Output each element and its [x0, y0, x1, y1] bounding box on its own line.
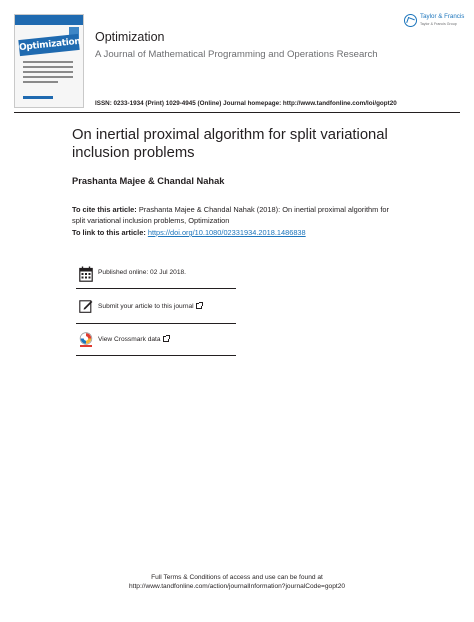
published-row — [76, 262, 236, 290]
footer-terms: Full Terms & Conditions of access and use can be found at — [151, 574, 323, 581]
article-authors: Prashanta Majee & Chandal Nahak — [72, 176, 225, 186]
crossmark-row[interactable] — [76, 328, 236, 356]
published-date: Published online: 02 Jul 2018. — [98, 269, 186, 276]
external-link-icon — [196, 303, 202, 309]
cover-text-lines — [23, 61, 73, 86]
citation-block — [72, 205, 392, 226]
submit-article-link[interactable] — [98, 302, 202, 310]
issn-line[interactable]: ISSN: 0233-1934 (Print) 1029-4945 (Online) Journal homepage: http://www.tandfonline.com/loi/gopt20 — [95, 100, 397, 107]
row-divider — [76, 288, 236, 289]
header-divider — [14, 112, 460, 113]
footer — [0, 573, 474, 591]
submit-article-row[interactable] — [76, 294, 236, 322]
crossmark-label: View Crossmark data — [98, 336, 161, 343]
publisher-tagline: Taylor & Francis Group — [420, 22, 457, 26]
submit-article-label: Submit your article to this journal — [98, 303, 194, 310]
publisher-logo-icon — [404, 14, 417, 27]
doi-line — [72, 228, 306, 237]
row-divider — [76, 323, 236, 324]
journal-cover — [14, 14, 84, 108]
citation-text: Prashanta Majee & Chandal Nahak (2018): On inertial proximal algorithm for split variational inclusion problems, Optimization — [72, 205, 389, 225]
edit-icon — [79, 298, 93, 314]
doi-label: To link to this article: — [72, 228, 146, 237]
cover-footer-bar — [23, 96, 53, 99]
row-divider — [76, 355, 236, 356]
journal-name[interactable]: Optimization — [95, 30, 165, 44]
footer-journal-link[interactable]: http://www.tandfonline.com/action/journalInformation?journalCode=gopt20 — [128, 583, 346, 590]
crossmark-icon — [79, 332, 93, 348]
cover-stripe — [15, 15, 83, 25]
publisher-name: Taylor & Francis — [420, 13, 465, 20]
article-title: On inertial proximal algorithm for split variational inclusion problems — [72, 127, 388, 161]
external-link-icon — [163, 336, 169, 342]
publisher-logo[interactable] — [404, 13, 465, 35]
cover-title: Optimization — [18, 34, 79, 56]
doi-link[interactable]: https://doi.org/10.1080/02331934.2018.1486838 — [147, 228, 306, 237]
calendar-icon — [79, 266, 93, 282]
journal-subtitle: A Journal of Mathematical Programming and Operations Research — [95, 49, 378, 60]
crossmark-link[interactable] — [98, 335, 169, 343]
citation-label: To cite this article: — [72, 205, 137, 214]
